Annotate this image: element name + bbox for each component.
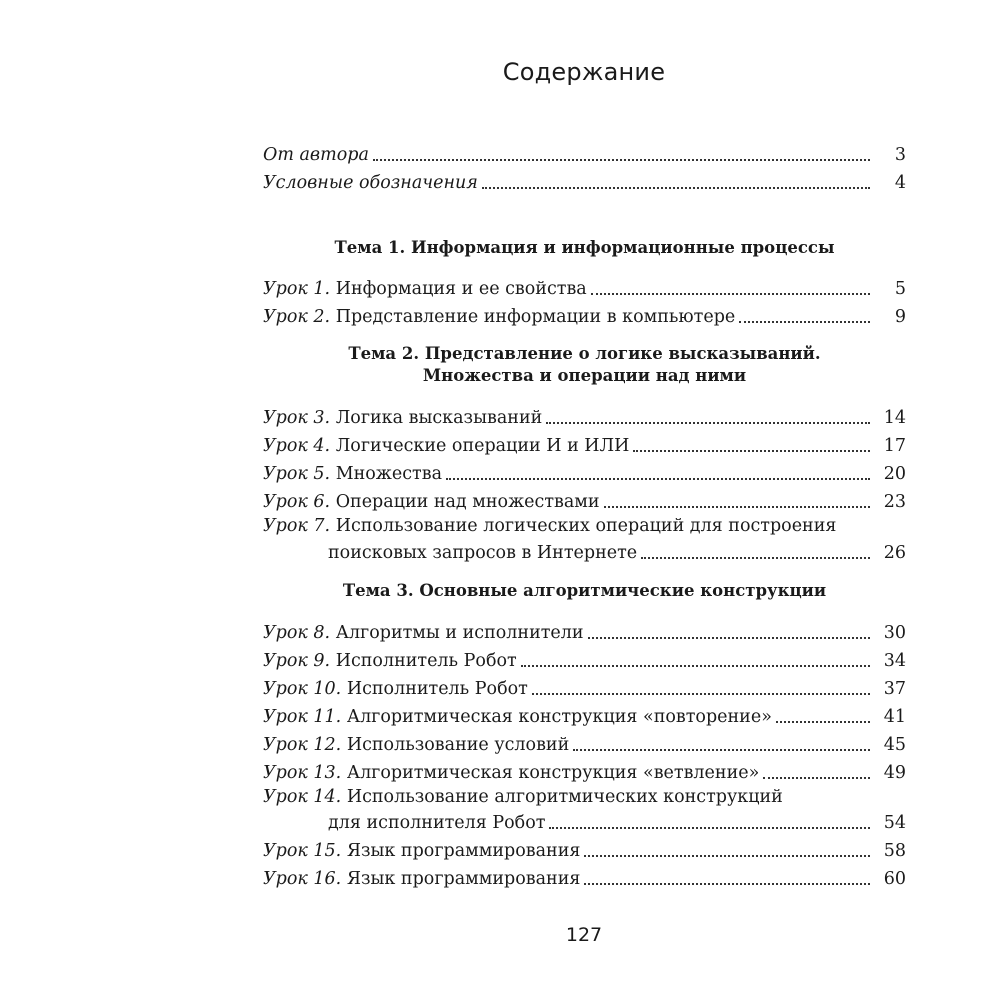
heading-line: Тема 1. Информация и информационные процессы: [334, 238, 835, 257]
lesson-title-cont: для исполнителя Робот: [328, 813, 546, 833]
page-ref: 41: [883, 707, 906, 727]
section-heading: [263, 237, 906, 259]
toc-entry-lesson[interactable]: [263, 702, 906, 728]
lesson-title: Операции над множествами: [335, 492, 600, 512]
lesson-title: Исполнитель Робот: [346, 679, 528, 699]
lesson-title: Использование условий: [346, 735, 570, 755]
dot-leader: [521, 664, 870, 667]
toc-entry-lesson[interactable]: [263, 864, 906, 890]
page-ref: 3: [894, 145, 906, 165]
toc-entry-lesson[interactable]: [263, 618, 906, 644]
toc-entry-lesson[interactable]: [263, 836, 906, 862]
page-ref: 30: [883, 623, 906, 643]
lesson-label: Урок 6.: [263, 492, 331, 512]
lesson-label: Урок 4.: [263, 436, 331, 456]
lesson-label: Урок 15.: [263, 841, 342, 861]
page-ref: 54: [883, 813, 906, 833]
lesson-title: Использование логических операций для построения: [335, 516, 837, 536]
toc-entry-lesson[interactable]: [263, 674, 906, 700]
dot-leader: [573, 748, 870, 751]
lesson-label: Урок 5.: [263, 464, 331, 484]
page-ref: 4: [894, 173, 906, 193]
lesson-label: Урок 3.: [263, 408, 331, 428]
page-ref: 58: [883, 841, 906, 861]
lesson-title: Представление информации в компьютере: [335, 307, 736, 327]
lesson-label: Урок 1.: [263, 279, 331, 299]
toc-entry-lesson-line2[interactable]: [263, 538, 906, 564]
lesson-label: Урок 9.: [263, 651, 331, 671]
toc-entry-lesson[interactable]: [263, 646, 906, 672]
lesson-title: Алгоритмическая конструкция «ветвление»: [346, 763, 760, 783]
dot-leader: [641, 556, 870, 559]
section-heading: [263, 580, 906, 602]
lesson-label: Урок 11.: [263, 707, 342, 727]
page-ref: 26: [883, 543, 906, 563]
page-ref: 5: [894, 279, 906, 299]
lesson-label: Урок 12.: [263, 735, 342, 755]
lesson-label: Урок 7.: [263, 516, 331, 536]
entry-title: Условные обозначения: [263, 173, 478, 193]
dot-leader: [482, 186, 870, 189]
dot-leader: [739, 320, 870, 323]
lesson-title: Использование алгоритмических конструкций: [346, 787, 783, 807]
lesson-title: Алгоритмы и исполнители: [335, 623, 584, 643]
page-ref: 49: [883, 763, 906, 783]
dot-leader: [373, 158, 870, 161]
dot-leader: [532, 692, 870, 695]
section-heading: [263, 343, 906, 387]
page-ref: 9: [894, 307, 906, 327]
toc-entry-lesson[interactable]: [263, 487, 906, 513]
lesson-title: Множества: [335, 464, 443, 484]
page-ref: 20: [883, 464, 906, 484]
dot-leader: [584, 854, 870, 857]
heading-line: Тема 2. Представление о логике высказываний.: [348, 344, 821, 363]
page-ref: 17: [883, 436, 906, 456]
dot-leader: [546, 421, 870, 424]
lesson-title: Язык программирования: [346, 841, 581, 861]
page-ref: 14: [883, 408, 906, 428]
toc-entry-lesson[interactable]: [263, 274, 906, 300]
lesson-label: Урок 14.: [263, 787, 342, 807]
page-ref: 37: [883, 679, 906, 699]
page-number: 127: [565, 924, 603, 946]
lesson-label: Урок 10.: [263, 679, 342, 699]
lesson-title: Исполнитель Робот: [335, 651, 517, 671]
toc-entry-lesson[interactable]: [263, 459, 906, 485]
dot-leader: [549, 826, 870, 829]
page-ref: 60: [883, 869, 906, 889]
lesson-label: Урок 16.: [263, 869, 342, 889]
toc-entry-legend[interactable]: [263, 168, 906, 194]
toc-entry-lesson-line2[interactable]: [263, 808, 906, 834]
dot-leader: [763, 776, 870, 779]
lesson-title: Информация и ее свойства: [335, 279, 587, 299]
toc-entry-lesson[interactable]: [263, 758, 906, 784]
toc-entry-lesson[interactable]: [263, 302, 906, 328]
toc-entry-from-author[interactable]: [263, 140, 906, 166]
heading-line: Тема 3. Основные алгоритмические конструкции: [342, 581, 827, 600]
lesson-title: Язык программирования: [346, 869, 581, 889]
lesson-title: Алгоритмическая конструкция «повторение»: [346, 707, 772, 727]
page-ref: 45: [883, 735, 906, 755]
lesson-label: Урок 8.: [263, 623, 331, 643]
page-ref: 34: [883, 651, 906, 671]
dot-leader: [446, 477, 870, 480]
dot-leader: [584, 882, 870, 885]
toc-entry-lesson[interactable]: [263, 431, 906, 457]
lesson-label: Урок 13.: [263, 763, 342, 783]
page-title: Содержание: [502, 58, 666, 86]
entry-title: От автора: [263, 145, 369, 165]
toc-entry-lesson[interactable]: [263, 730, 906, 756]
lesson-title: Логические операции И и ИЛИ: [335, 436, 630, 456]
lesson-title: Логика высказываний: [335, 408, 543, 428]
toc-entry-lesson[interactable]: [263, 403, 906, 429]
heading-line: Множества и операции над ними: [422, 366, 747, 385]
lesson-label: Урок 2.: [263, 307, 331, 327]
lesson-title-cont: поисковых запросов в Интернете: [328, 543, 638, 563]
dot-leader: [588, 636, 870, 639]
dot-leader: [604, 505, 870, 508]
dot-leader: [591, 292, 870, 295]
page-ref: 23: [883, 492, 906, 512]
dot-leader: [776, 720, 870, 723]
dot-leader: [633, 449, 870, 452]
